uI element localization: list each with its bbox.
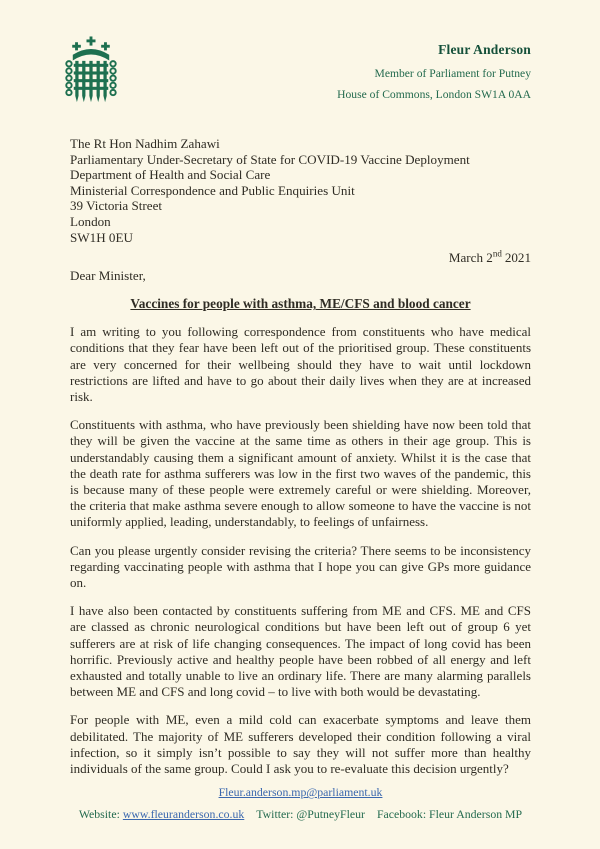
recipient-line: 39 Victoria Street — [70, 198, 163, 214]
recipient-line: London — [70, 213, 111, 229]
recipient-line: Ministerial Correspondence and Public Enquiries Unit — [70, 182, 355, 198]
recipient-line: Department of Health and Social Care — [70, 167, 271, 183]
footer-links — [70, 807, 531, 822]
website-segment — [79, 807, 244, 821]
sender-address: House of Commons, London SW1A 0AA — [337, 88, 531, 101]
facebook-handle: Facebook: Fleur Anderson MP — [376, 807, 523, 822]
house-of-commons-portcullis-icon — [62, 36, 120, 105]
letter-date — [70, 250, 531, 266]
body-paragraph: Constituents with asthma, who have previously been shielding have now been told that they will be given the vaccine at the same time as others in their age group. This is understandably causing them a significant amount of anxiety. Whilst it is the case that the death rate for asthma sufferers was low in the first two waves of the pandemic, this is because many of these people were extremely careful or were shielding. Moreover, the criteria that make asthma severe enough to allow someone to have the vaccine is not uniformly applied, leading, understandably, to feelings of unfairness. — [70, 417, 531, 530]
letter-body — [70, 324, 531, 777]
email-link[interactable]: Fleur.anderson.mp@parliament.uk — [218, 785, 383, 800]
sender-role: Member of Parliament for Putney — [374, 67, 531, 80]
website-label: Website: — [78, 807, 120, 822]
recipient-line: Parliamentary Under-Secretary of State for COVID-19 Vaccine Deployment — [70, 151, 470, 167]
sender-name: Fleur Anderson — [438, 42, 531, 57]
recipient-address-block — [70, 136, 531, 245]
body-paragraph: For people with ME, even a mild cold can exacerbate symptoms and leave them debilitated. The majority of ME sufferers developed their condition following a viral infection, so it simply isn’t possible to say they will not suffer more than healthy individuals of the same group. Could I ask you to re-evaluate this decision urgently? — [70, 712, 531, 777]
date-ordinal: nd — [492, 248, 502, 259]
twitter-handle: Twitter: @PutneyFleur — [256, 807, 365, 822]
date-month-day: March 2 — [448, 250, 493, 266]
date-year: 2021 — [504, 250, 531, 266]
body-paragraph: Can you please urgently consider revising the criteria? There seems to be inconsistency regarding vaccinating people with asthma that I hope you can give GPs more guidance on. — [70, 542, 531, 590]
subject-heading: Vaccines for people with asthma, ME/CFS and blood cancer — [130, 296, 471, 312]
body-paragraph: I am writing to you following correspondence from constituents who have medical conditions that they fear have been left out of the prioritised group. These constituents are very concerned for their wellbeing should they have to wait until lockdown restrictions are lifted and have to go about their daily lives when they are at increased risk. — [70, 324, 531, 404]
salutation: Dear Minister, — [70, 268, 146, 284]
letterhead — [62, 36, 531, 109]
recipient-line: The Rt Hon Nadhim Zahawi — [70, 136, 220, 151]
recipient-line: SW1H 0EU — [70, 229, 133, 245]
website-link[interactable]: www.fleuranderson.co.uk — [122, 807, 245, 822]
body-paragraph: I have also been contacted by constituents suffering from ME and CFS. ME and CFS are classed as chronic neurological conditions but have been left out of group 6 yet sufferers are at risk of life changing consequences. The impact of long covid has been horrific. Previously active and healthy people have been robbed of all energy and left exhausted and totally unable to live an ordinary life. There are many alarming parallels between ME and CFS and long covid – to live with both would be devastating. — [70, 603, 531, 700]
letterhead-text — [337, 36, 531, 109]
